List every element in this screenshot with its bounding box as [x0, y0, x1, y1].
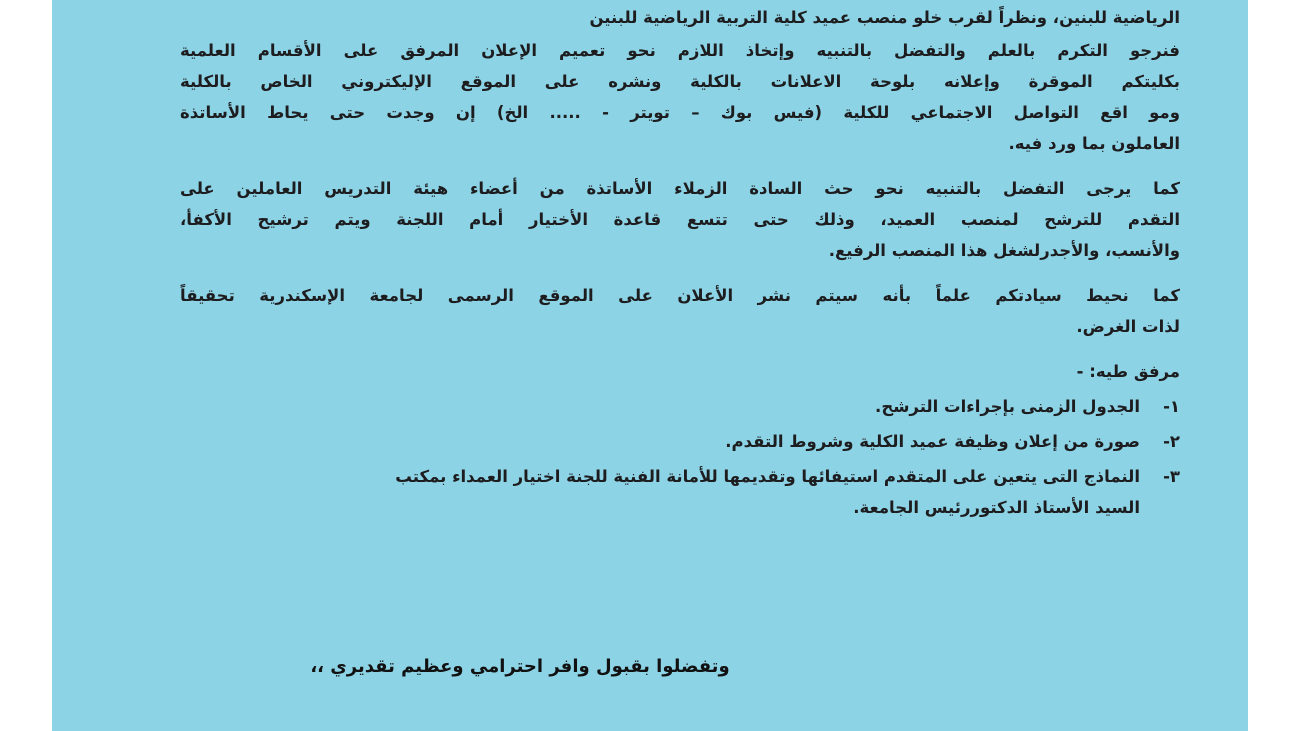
paragraph-3-line: لذات الغرض. — [1076, 317, 1180, 336]
attachment-item — [180, 461, 1180, 523]
letter-body — [180, 0, 1180, 523]
document-page — [52, 0, 1248, 731]
attachment-item — [180, 391, 1180, 422]
paragraph-2-line: والأنسب، والأجدرلشغل هذا المنصب الرفيع. — [828, 241, 1180, 260]
paragraph-3-line: كما نحيط سيادتكم علماً بأنه سيتم نشر الأعلان على الموقع الرسمى لجامعة الإسكندرية تحقيقاً — [180, 286, 1180, 305]
attachment-text: السيد الأستاذ الدكتوررئيس الجامعة. — [853, 498, 1140, 517]
attachment-text: النماذج التى يتعين على المتقدم استيفائها وتقديمها للأمانة الفنية للجنة اختيار العمداء بمكتب — [395, 467, 1140, 486]
attachment-item — [180, 426, 1180, 457]
intro-line: الرياضية للبنين، ونظراً لقرب خلو منصب عميد كلية التربية الرياضية للبنين — [589, 8, 1180, 27]
attachment-number: ٢- — [1163, 432, 1180, 451]
attachments-list — [180, 391, 1180, 523]
paragraph-2 — [180, 173, 1180, 266]
paragraph-2-line: التقدم للترشح لمنصب العميد، وذلك حتى تتسع قاعدة الأختيار أمام اللجنة ويتم ترشيح الأكفأ، — [180, 210, 1180, 229]
attachment-number: ٣- — [1163, 467, 1180, 486]
paragraph-1-line: العاملون بما ورد فيه. — [1008, 134, 1180, 153]
paragraph-1-line: ومو اقع التواصل الاجتماعي للكلية (فيس بوك – تويتر - ..... الخ) إن وجدت حتى يحاط الأساتذة — [180, 103, 1180, 122]
attachment-text: صورة من إعلان وظيفة عميد الكلية وشروط التقدم. — [725, 432, 1140, 451]
attachment-text-block — [180, 461, 1140, 523]
paragraph-2-line: كما يرجى التفضل بالتنبيه نحو حث السادة الزملاء الأساتذة من أعضاء هيئة التدريس العاملين على — [180, 179, 1180, 198]
paragraph-3 — [180, 280, 1180, 342]
paragraph-1-line: فنرجو التكرم بالعلم والتفضل بالتنبيه وإتخاذ اللازم نحو تعميم الإعلان المرفق على الأقسام العلمية — [180, 41, 1180, 60]
paragraph-1 — [180, 35, 1180, 159]
closing-line: وتفضلوا بقبول وافر احترامي وعظيم تقديري ،، — [310, 656, 730, 677]
attachment-number: ١- — [1163, 397, 1180, 416]
paragraph-1-line: بكليتكم الموقرة وإعلانه بلوحة الاعلانات بالكلية ونشره على الموقع الإليكتروني الخاص بالكلية — [180, 72, 1180, 91]
attachments-heading: مرفق طيه: - — [1076, 362, 1180, 381]
attachment-text: الجدول الزمنى بإجراءات الترشح. — [875, 397, 1140, 416]
